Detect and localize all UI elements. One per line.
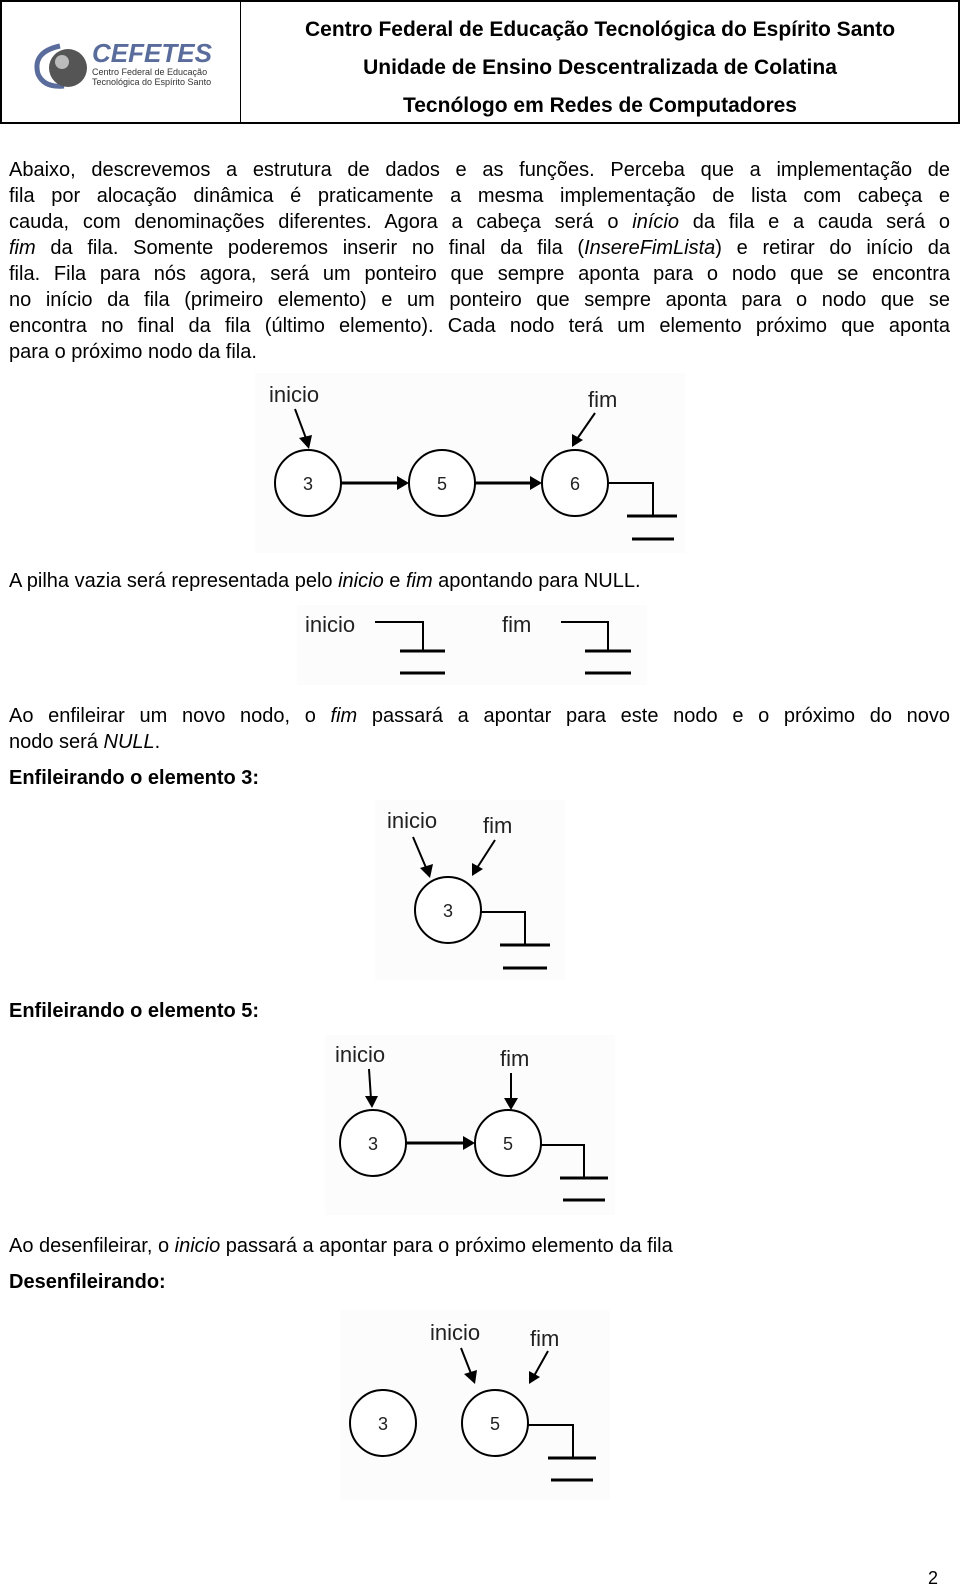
- header-institution: Centro Federal de Educação Tecnológica do Espírito Santo: [304, 18, 896, 41]
- term-inserefimlista: InsereFimLista: [584, 237, 716, 259]
- term-null: NULL: [103, 731, 155, 753]
- node-value: 5: [489, 1414, 501, 1434]
- enqueue-5-diagram: [325, 1035, 615, 1215]
- node-value: 5: [502, 1134, 514, 1154]
- dequeue-text: Ao desenfileirar, o inicio passará a apontar para o próximo elemento da fila: [9, 1235, 673, 1257]
- intro-line: para o próximo nodo da fila.: [9, 341, 257, 363]
- inicio-label: inicio: [305, 612, 356, 637]
- fim-label: fim: [502, 612, 532, 637]
- fim-label: fim: [530, 1326, 560, 1351]
- intro-line: Abaixo, descrevemos a estrutura de dados e as funções. Perceba que a implementação de: [9, 159, 950, 181]
- term-inicio: inicio: [174, 1235, 221, 1257]
- page-number: 2: [927, 1568, 938, 1588]
- heading-enqueue-5: Enfileirando o elemento 5:: [9, 1000, 260, 1022]
- logo-text: CEFETES: [92, 38, 212, 68]
- intro-line: no início da fila (primeiro elemento) e um ponteiro que sempre aponta para o nodo que se: [9, 289, 950, 311]
- intro-line: fila. Fila para nós agora, será um ponteiro que sempre aponta para o nodo que se encontra: [9, 263, 950, 285]
- term-fim: fim: [9, 237, 36, 259]
- heading-dequeue: Desenfileirando:: [9, 1271, 166, 1293]
- header-course: Tecnólogo em Redes de Computadores: [402, 94, 797, 117]
- page-header: [0, 0, 960, 124]
- node-value: 3: [442, 901, 454, 921]
- node-value: 3: [302, 474, 314, 494]
- intro-line: cauda, com denominações diferentes. Agora a cabeça será o início da fila e a cauda será o: [9, 211, 950, 233]
- term-inicio: início: [632, 211, 679, 233]
- empty-queue-text: A pilha vazia será representada pelo inicio e fim apontando para NULL.: [9, 570, 641, 592]
- logo-subtitle-1: Centro Federal de Educação: [92, 67, 208, 77]
- logo-cell: [2, 2, 241, 122]
- cefetes-logo: [2, 2, 238, 122]
- inicio-label: inicio: [430, 1320, 481, 1345]
- inicio-label: inicio: [335, 1042, 386, 1067]
- heading-enqueue-3: Enfileirando o elemento 3:: [9, 767, 260, 789]
- dequeue-diagram: [340, 1310, 610, 1500]
- node-value: 6: [569, 474, 581, 494]
- header-unit: Unidade de Ensino Descentralizada de Colatina: [363, 56, 837, 79]
- empty-queue-diagram: [297, 605, 647, 685]
- fim-label: fim: [588, 387, 618, 412]
- term-inicio: inicio: [338, 570, 384, 592]
- term-fim: fim: [330, 705, 358, 727]
- logo-subtitle-2: Tecnológica do Espírito Santo: [92, 77, 212, 87]
- fim-label: fim: [500, 1046, 530, 1071]
- intro-line: encontra no final da fila (último elemento). Cada nodo terá um elemento próximo que aponta: [9, 315, 950, 337]
- inicio-label: inicio: [269, 382, 320, 407]
- queue-diagram: [255, 373, 685, 553]
- intro-line: fim da fila. Somente poderemos inserir no final da fila (InsereFimLista) e retirar do início da: [9, 237, 951, 259]
- intro-line: fila por alocação dinâmica é praticamente a mesma implementação de lista com cabeça e: [9, 185, 950, 207]
- fim-label: fim: [483, 813, 513, 838]
- node-value: 5: [436, 474, 448, 494]
- intro-paragraph: [9, 157, 950, 365]
- node-value: 3: [367, 1134, 379, 1154]
- enqueue-3-diagram: [375, 800, 565, 980]
- node-value: 3: [377, 1414, 389, 1434]
- inicio-label: inicio: [387, 808, 438, 833]
- enqueue-paragraph: Ao enfileirar um novo nodo, o fim passará a apontar para este nodo e o próximo do novo nodo será NULL.: [9, 705, 950, 753]
- term-fim: fim: [405, 570, 433, 592]
